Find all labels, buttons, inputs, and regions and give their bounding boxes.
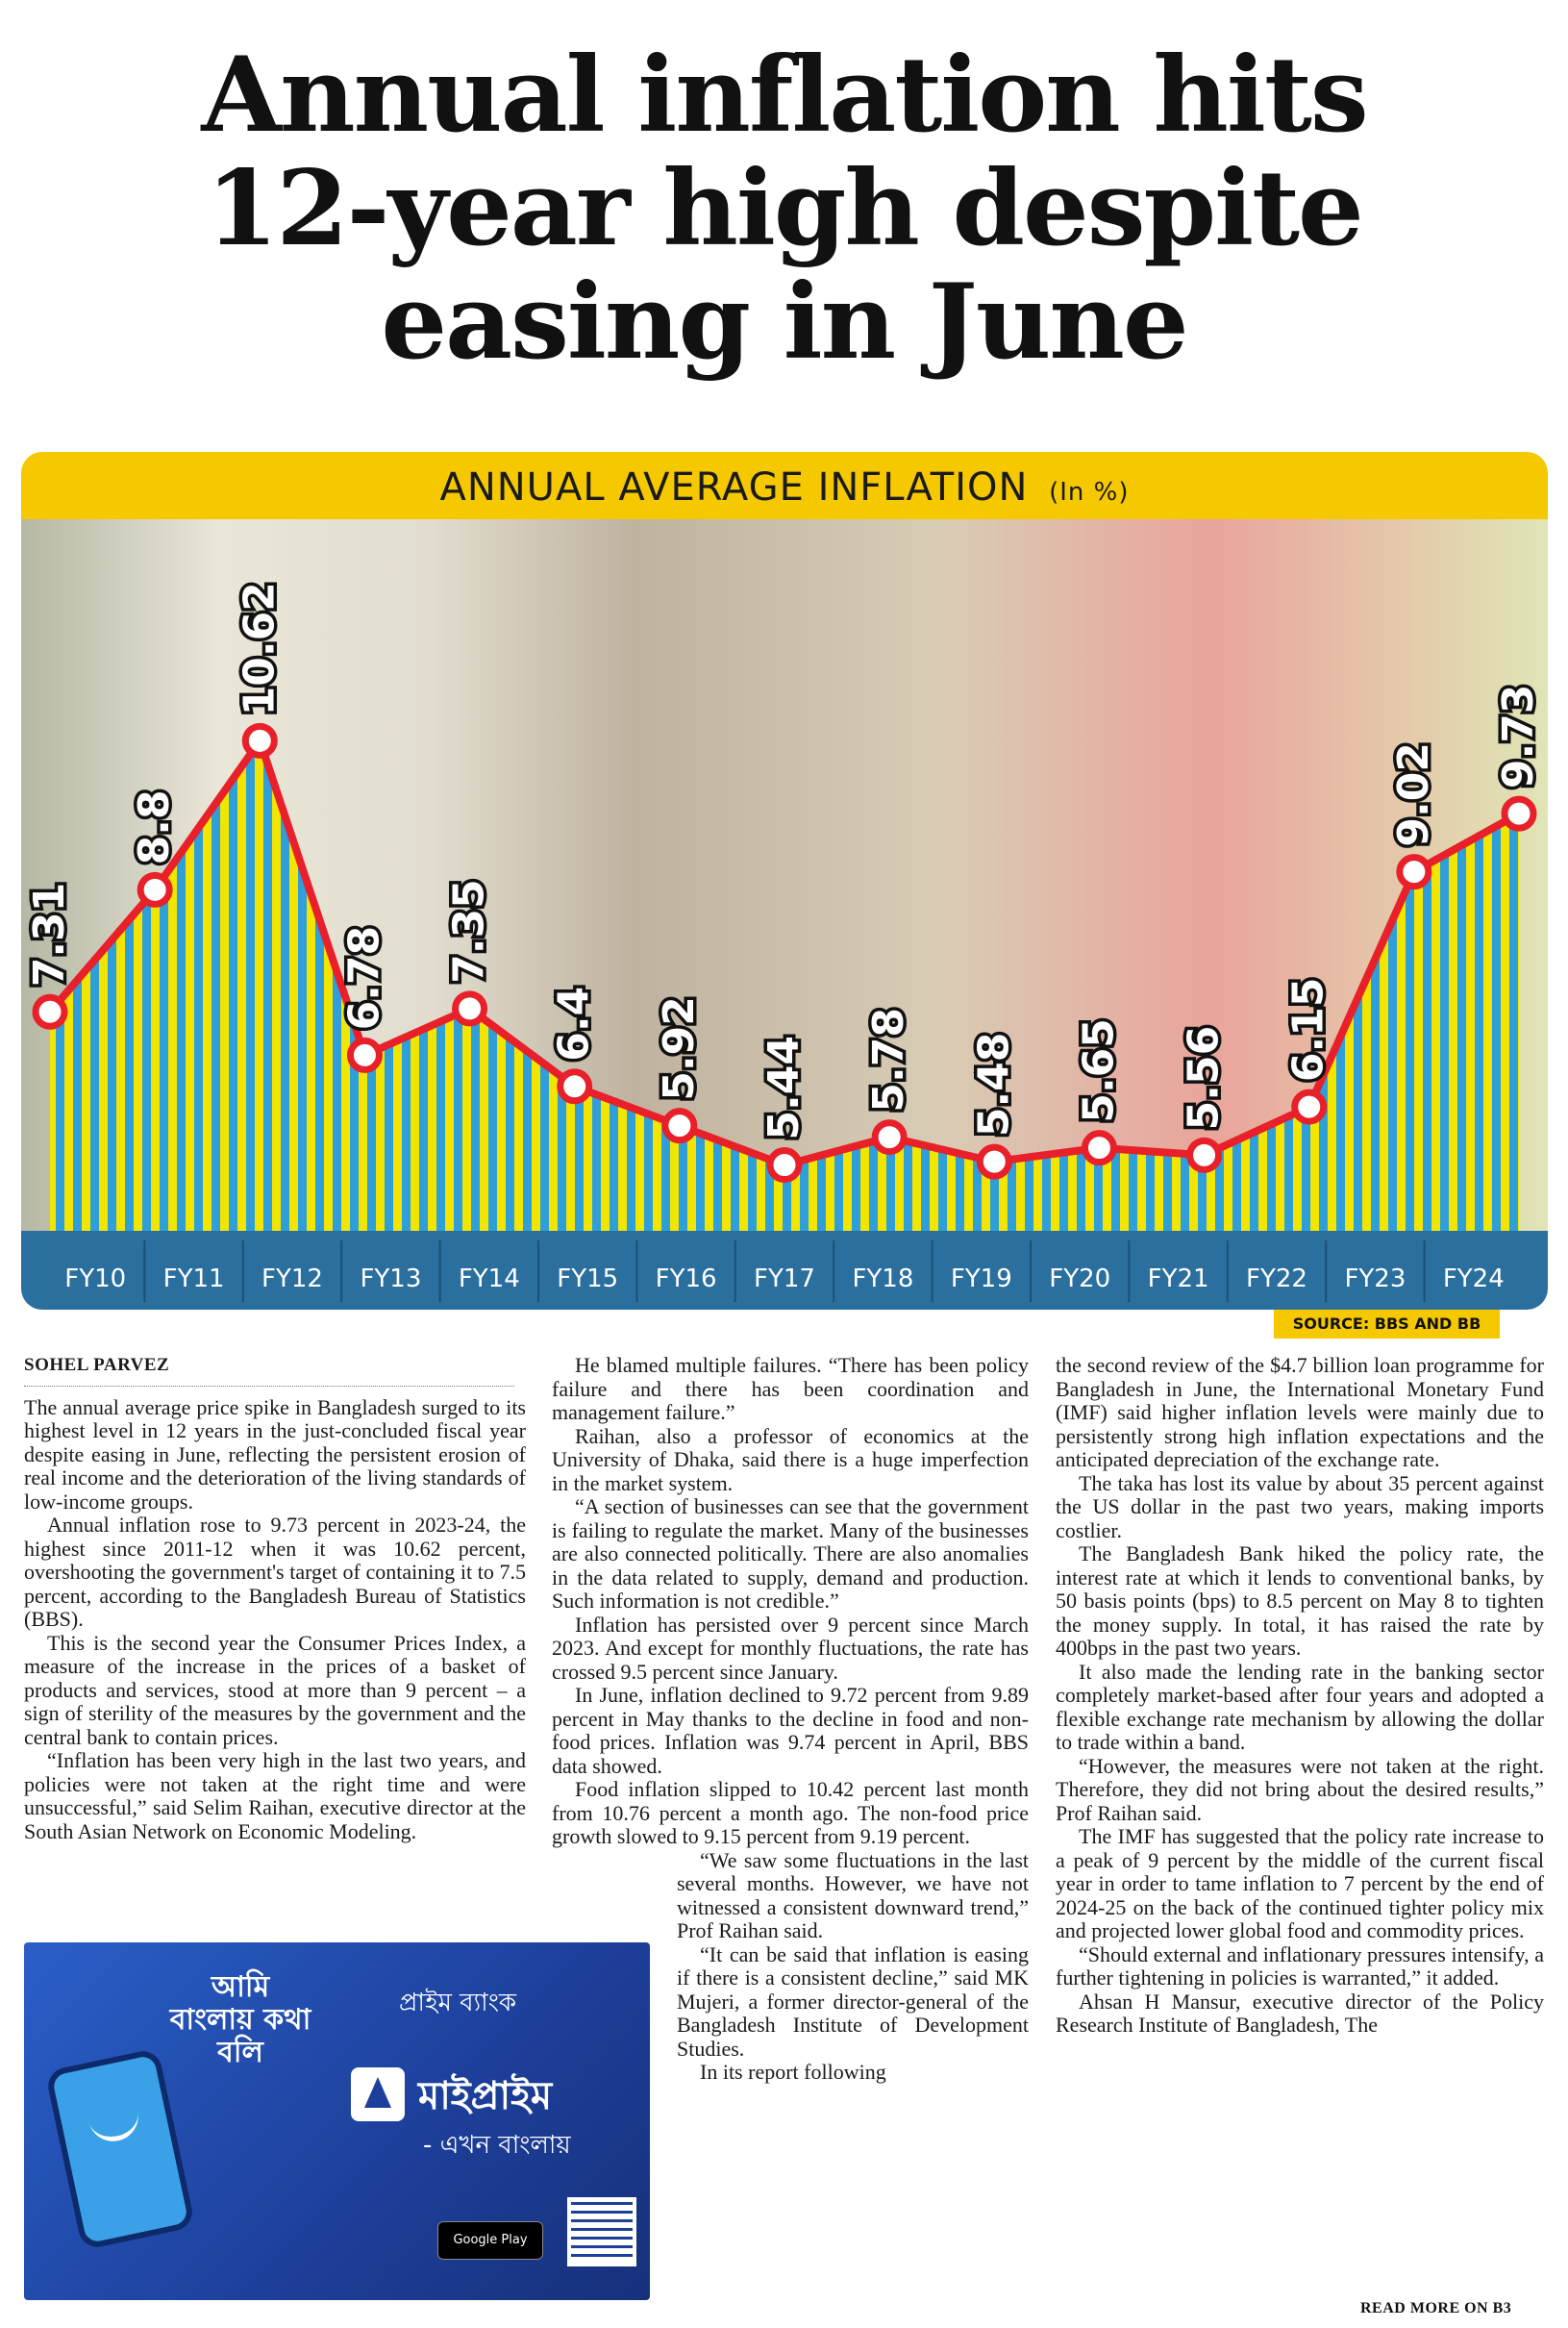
chart-source: SOURCE: BBS AND BB: [1274, 1310, 1500, 1339]
x-tick-fy11: FY11: [162, 1264, 225, 1293]
data-point-fy21: [1190, 1140, 1219, 1169]
chart-title: [439, 465, 1129, 510]
headline-line-2: 12-year high despite: [206, 148, 1362, 269]
paragraph: “Should external and inflationary pressures intensify, a further tightening in policies is warranted,” it added.: [1056, 1941, 1544, 1990]
chart-title-unit: (In %): [1049, 478, 1130, 507]
paragraph: This is the second year the Consumer Prices Index, a measure of the increase in the prices of a basket of products and services, stood at more than 9 percent – a sign of sterility of the measures by the government and the central bank to contain prices.: [24, 1630, 526, 1749]
paragraph: The Bangladesh Bank hiked the policy rate, the interest rate at which it lends to conventional banks, by 50 basis points (bps) to 8.5 percent on May 8 to tighten the money supply. In total, it has raised the rate by 400bps in the past two years.: [1056, 1541, 1544, 1660]
value-label-fy17: 5.44: [759, 1035, 809, 1140]
paragraph: “Inflation has been very high in the last two years, and policies were not taken at the right time and were unsuccessful,” said Selim Raihan, executive director at the South Asian Network on Economic Modeling.: [24, 1748, 526, 1843]
narrow-column-block: [677, 1849, 1029, 2085]
data-point-fy17: [770, 1151, 799, 1180]
x-tick-fy15: FY15: [557, 1264, 619, 1293]
x-tick-fy20: FY20: [1049, 1264, 1111, 1293]
paragraph: He blamed multiple failures. “There has been policy failure and there has been coordination and management failure.”: [552, 1353, 1029, 1424]
byline: SOHEL PARVEZ: [24, 1354, 514, 1387]
paragraph: In its report following: [700, 2060, 886, 2084]
value-label-fy23: 9.02: [1388, 742, 1438, 847]
phone-mascot-icon: [45, 2048, 196, 2251]
paragraph: Ahsan H Mansur, executive director of the Policy Research Institute of Bangladesh, The: [1056, 1989, 1544, 2037]
data-point-fy10: [36, 997, 64, 1026]
x-tick-fy16: FY16: [655, 1264, 717, 1293]
data-point-fy13: [350, 1040, 379, 1069]
x-tick-fy24: FY24: [1442, 1264, 1505, 1293]
ad-tagline: আমি বাংলায় কথা বলি: [169, 1970, 311, 2069]
x-tick-fy14: FY14: [458, 1264, 520, 1293]
value-label-fy12: 10.62: [235, 582, 285, 716]
value-label-fy19: 5.48: [969, 1032, 1019, 1138]
paragraph: Raihan, also a professor of economics at the University of Dhaka, said there is a huge imperfection in the market system.: [552, 1423, 1029, 1495]
qr-code-icon: [567, 2197, 636, 2266]
article-column-1: [24, 1354, 526, 1843]
paragraph: “It can be said that inflation is easing if there is a consistent decline,” said MK Mujeri, a former director-general of the Bangladesh Institute of Development Studies.: [677, 1941, 1029, 2061]
paragraph: It also made the lending rate in the banking sector completely market-based after four years and adopted a flexible exchange rate mechanism by allowing the dollar to trade within a band.: [1056, 1659, 1544, 1754]
headline-line-1: Annual inflation hits: [201, 35, 1367, 156]
ad-subtitle: - এখন বাংলায়: [423, 2131, 571, 2160]
value-label-fy20: 5.65: [1074, 1018, 1124, 1123]
value-label-fy10: 7.31: [25, 882, 74, 988]
x-tick-fy12: FY12: [261, 1264, 323, 1293]
paragraph: the second review of the $4.7 billion loan programme for Bangladesh in June, the International Monetary Fund (IMF) said higher inflation levels were mainly due to persistently strong high inflation expectations and the anticipated depreciation of the exchange rate.: [1056, 1353, 1544, 1471]
x-tick-fy17: FY17: [754, 1264, 815, 1293]
data-point-fy23: [1400, 858, 1429, 887]
value-label-fy18: 5.78: [864, 1008, 914, 1113]
value-label-fy13: 6.78: [339, 925, 389, 1031]
value-label-fy11: 8.8: [130, 789, 180, 865]
x-tick-fy21: FY21: [1147, 1264, 1209, 1293]
headline: [0, 35, 1568, 383]
x-tick-fy22: FY22: [1246, 1264, 1307, 1293]
paragraph: “We saw some fluctuations in the last several months. However, we have not witnessed a consistent downward trend,” Prof Raihan said.: [677, 1847, 1029, 1942]
paragraph: In June, inflation declined to 9.72 percent from 9.89 percent in May thanks to the decline in food and non-food prices. Inflation was 9.74 percent in April, BBS data showed.: [552, 1683, 1029, 1778]
x-tick-fy13: FY13: [360, 1264, 422, 1293]
data-point-fy16: [665, 1112, 694, 1140]
data-point-fy22: [1295, 1092, 1324, 1121]
bank-advertisement[interactable]: [24, 1942, 650, 2300]
google-play-button[interactable]: Google Play: [437, 2221, 543, 2260]
paragraph: The annual average price spike in Bangladesh surged to its highest level in 12 years in the just-concluded fiscal year despite easing in June, reflecting the persistent erosion of real income and the deterioration of the living standards of low-income groups.: [24, 1394, 526, 1514]
data-point-fy19: [980, 1147, 1008, 1176]
ad-bank-name: প্রাইম ব্যাংক: [399, 1989, 517, 2017]
value-label-fy16: 5.92: [654, 996, 704, 1101]
data-point-fy20: [1084, 1134, 1113, 1163]
x-tick-fy23: FY23: [1344, 1264, 1406, 1293]
chart-title-main: ANNUAL AVERAGE INFLATION: [439, 465, 1029, 510]
data-point-fy24: [1505, 799, 1533, 828]
value-label-fy15: 6.4: [549, 986, 599, 1062]
ad-product-name: মাইপ্রাইম: [418, 2074, 553, 2118]
inflation-chart: [21, 452, 1548, 1310]
paragraph: Annual inflation rose to 9.73 percent in 2023-24, the highest since 2011-12 when it was 10.62 percent, overshooting the government's target of containing it to 7.5 percent, according to the Bangladesh Bureau of Statistics (BBS).: [24, 1513, 526, 1631]
bank-logo-icon: [351, 2067, 405, 2121]
smile-icon: [87, 2107, 142, 2145]
value-label-fy22: 6.15: [1283, 977, 1333, 1083]
x-tick-fy18: FY18: [852, 1264, 914, 1293]
data-point-fy15: [560, 1072, 589, 1101]
paragraph: Inflation has persisted over 9 percent since March 2023. And except for monthly fluctuations, the rate has crossed 9.5 percent since January.: [552, 1612, 1029, 1684]
data-point-fy14: [456, 994, 485, 1023]
value-label-fy14: 7.35: [444, 879, 494, 984]
paragraph: “A section of businesses can see that the government is failing to regulate the market. Many of the businesses are also connected politically. There are also anomalies in the data related to supply, demand and production. Such information is not credible.”: [552, 1494, 1029, 1613]
data-point-fy12: [245, 726, 274, 755]
paragraph: “However, the measures were not taken at the right. Therefore, they did not bring about the desired results,” Prof Raihan said.: [1056, 1753, 1544, 1825]
x-tick-fy19: FY19: [950, 1264, 1012, 1293]
value-label-fy24: 9.73: [1494, 684, 1543, 789]
read-more: READ MORE ON B3: [1360, 2300, 1512, 2316]
x-tick-fy10: FY10: [64, 1264, 127, 1293]
data-point-fy18: [875, 1123, 904, 1152]
data-point-fy11: [140, 875, 169, 904]
paragraph: Food inflation slipped to 10.42 percent last month from 10.76 percent a month ago. The non-food price growth slowed to 9.15 percent from 9.19 percent.: [552, 1777, 1029, 1848]
headline-line-3: easing in June: [381, 262, 1187, 383]
paragraph: The taka has lost its value by about 35 percent against the US dollar in the past two years, making imports costlier.: [1056, 1470, 1544, 1542]
value-label-fy21: 5.56: [1179, 1025, 1229, 1131]
paragraph: The IMF has suggested that the policy rate increase to a peak of 9 percent by the middle of the current fiscal year in order to tame inflation to 7 percent by the end of 2024-25 on the back of the continued tighter policy mix and projected lower global food and commodity prices.: [1056, 1824, 1544, 1942]
article-column-3: [1056, 1354, 1544, 2038]
